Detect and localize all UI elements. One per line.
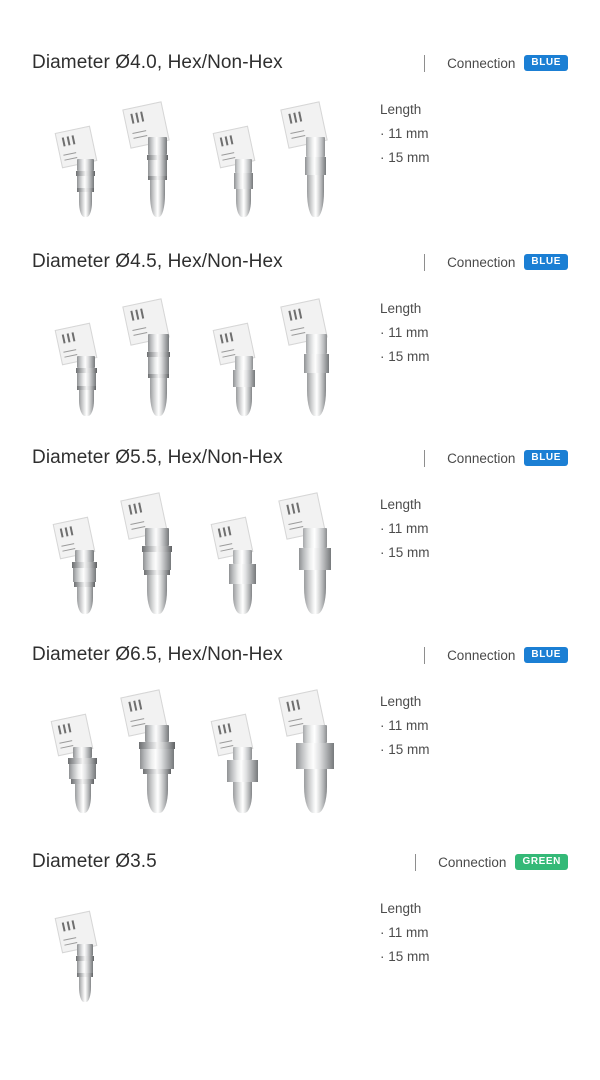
head-notch — [220, 137, 224, 146]
abutment-tip — [236, 189, 251, 217]
abutment-tip — [150, 378, 167, 416]
head-line — [62, 548, 75, 552]
head-notch — [72, 332, 76, 341]
implant-figure — [118, 105, 180, 217]
head-notch — [288, 114, 292, 124]
abutment-taper — [148, 160, 167, 176]
connection-label: Connection — [447, 647, 516, 663]
abutment-shaft — [303, 528, 327, 548]
head-line — [130, 718, 144, 722]
abutment-tip — [307, 175, 324, 217]
spec-title: Length — [380, 301, 422, 316]
implant-figure — [208, 520, 270, 614]
abutment-taper — [304, 354, 329, 373]
spec-title: Length — [380, 694, 422, 709]
head-line — [222, 157, 235, 161]
head-notch — [133, 701, 137, 711]
section-header — [32, 245, 568, 279]
head-line — [133, 332, 147, 336]
head-notch — [140, 309, 144, 319]
head-line — [130, 521, 144, 525]
head-notch — [291, 701, 295, 711]
implant-figure — [116, 496, 186, 614]
head-notch — [128, 702, 132, 712]
section-title: Diameter Ø4.0, Hex/Non-Hex — [32, 52, 283, 73]
head-line — [289, 723, 303, 727]
head-notch — [133, 504, 137, 514]
implant-figure — [272, 693, 348, 813]
spec-list — [372, 672, 568, 762]
implant-figure — [52, 129, 108, 217]
head-notch — [62, 334, 66, 343]
abutment-shaft — [233, 747, 252, 760]
implant-figure — [276, 302, 340, 416]
header-divider — [415, 854, 416, 871]
head-line — [132, 130, 146, 134]
implant-figure — [48, 717, 110, 813]
abutment-tip — [304, 570, 326, 614]
section-title: Diameter Ø5.5, Hex/Non-Hex — [32, 447, 283, 468]
head-line — [220, 745, 233, 749]
implant-figures — [32, 879, 372, 1024]
spec-title: Length — [380, 901, 422, 916]
abutment-tip — [147, 774, 168, 813]
head-line — [219, 543, 232, 547]
spec-item: · 11 mm — [380, 126, 429, 142]
abutment-shaft — [145, 725, 169, 742]
section-title: Diameter Ø3.5 — [32, 851, 157, 872]
implant-figure — [50, 520, 110, 614]
spec-list — [372, 879, 568, 969]
implant-figure — [274, 496, 344, 614]
head-notch — [130, 311, 134, 321]
abutment-shaft — [75, 550, 94, 562]
abutment-taper — [229, 564, 256, 584]
head-line — [221, 349, 234, 353]
abutment-tip — [233, 782, 252, 813]
spec-list — [372, 279, 568, 369]
head-line — [219, 740, 232, 744]
connection-badge: BLUE — [524, 55, 568, 71]
head-notch — [228, 526, 232, 535]
abutment-tip — [77, 587, 93, 614]
head-line — [64, 354, 77, 358]
abutment-taper — [305, 157, 326, 175]
head-notch — [293, 310, 297, 320]
head-notch — [228, 723, 232, 732]
abutment-taper — [73, 568, 96, 582]
abutment-tip — [236, 387, 252, 416]
head-line — [221, 152, 234, 156]
abutment-shaft — [77, 159, 94, 171]
connection-badge: BLUE — [524, 450, 568, 466]
head-notch — [286, 505, 290, 515]
connection-label: Connection — [447, 55, 516, 71]
abutment-taper — [77, 961, 93, 973]
abutment-shaft — [148, 137, 167, 155]
implant-figure — [52, 914, 108, 1002]
head-notch — [298, 112, 302, 122]
spec-list — [372, 475, 568, 565]
abutment-tip — [75, 784, 91, 813]
implant-figure — [114, 693, 190, 813]
head-notch — [293, 113, 297, 123]
abutment-taper — [77, 176, 94, 188]
header-divider — [424, 254, 425, 271]
implant-figure — [118, 302, 182, 416]
spec-item: · 15 mm — [380, 949, 430, 965]
spec-title: Length — [380, 497, 422, 512]
head-notch — [230, 332, 234, 341]
spec-item: · 15 mm — [380, 150, 430, 166]
head-notch — [62, 137, 66, 146]
head-notch — [218, 528, 222, 537]
head-notch — [223, 724, 227, 733]
head-notch — [68, 723, 72, 732]
abutment-shaft — [73, 747, 92, 758]
abutment-taper — [143, 552, 171, 570]
head-line — [63, 937, 76, 941]
head-line — [222, 354, 235, 358]
spec-title: Length — [380, 102, 422, 117]
head-notch — [63, 724, 67, 733]
header-divider — [424, 55, 425, 72]
implant-figure — [210, 326, 268, 416]
head-notch — [60, 528, 64, 537]
head-notch — [72, 920, 76, 929]
connection-label: Connection — [447, 254, 516, 270]
abutment-tip — [307, 373, 326, 416]
head-notch — [296, 503, 300, 513]
head-notch — [138, 700, 142, 710]
head-notch — [138, 503, 142, 513]
implant-figure — [210, 129, 266, 217]
implant-figure — [52, 326, 110, 416]
head-notch — [296, 700, 300, 710]
head-notch — [58, 725, 62, 734]
head-notch — [72, 135, 76, 144]
spec-item: · 11 mm — [380, 925, 429, 941]
head-line — [64, 157, 77, 161]
head-notch — [286, 702, 290, 712]
section-diameter-4-0 — [32, 46, 568, 231]
spec-item: · 15 mm — [380, 742, 430, 758]
head-notch — [223, 527, 227, 536]
head-line — [133, 135, 147, 139]
head-line — [291, 332, 305, 336]
implant-figures — [32, 80, 372, 225]
section-body — [32, 80, 568, 225]
head-line — [288, 718, 302, 722]
head-notch — [62, 922, 66, 931]
connection-badge: BLUE — [524, 254, 568, 270]
abutment-tip — [304, 769, 327, 813]
spec-item: · 15 mm — [380, 545, 430, 561]
implant-figure — [276, 105, 338, 217]
head-line — [131, 723, 145, 727]
spec-item: · 15 mm — [380, 349, 430, 365]
head-line — [63, 349, 76, 353]
head-line — [63, 152, 76, 156]
head-notch — [218, 725, 222, 734]
abutment-shaft — [77, 944, 93, 956]
head-line — [291, 135, 305, 139]
head-notch — [135, 310, 139, 320]
implant-figures — [32, 279, 372, 424]
implant-figure — [208, 717, 272, 813]
head-notch — [128, 505, 132, 515]
head-notch — [225, 136, 229, 145]
head-line — [132, 327, 146, 331]
section-title: Diameter Ø4.5, Hex/Non-Hex — [32, 251, 283, 272]
abutment-taper — [77, 373, 96, 386]
abutment-taper — [233, 370, 255, 387]
section-header — [32, 638, 568, 672]
abutment-ring — [139, 742, 175, 749]
abutment-shaft — [233, 550, 252, 564]
head-notch — [67, 333, 71, 342]
abutment-tip — [79, 192, 92, 217]
head-notch — [130, 114, 134, 124]
section-diameter-3-5 — [32, 845, 568, 1030]
section-body — [32, 879, 568, 1024]
abutment-shaft — [303, 725, 327, 743]
head-notch — [220, 334, 224, 343]
spec-item: · 11 mm — [380, 718, 429, 734]
section-header — [32, 845, 568, 879]
head-line — [59, 740, 72, 744]
head-notch — [225, 333, 229, 342]
connection-label: Connection — [438, 854, 507, 870]
head-notch — [67, 921, 71, 930]
abutment-taper — [299, 548, 331, 570]
section-diameter-6-5 — [32, 638, 568, 823]
head-notch — [288, 311, 292, 321]
connection-label: Connection — [447, 450, 516, 466]
abutment-tip — [79, 390, 94, 416]
abutment-taper — [227, 760, 258, 782]
abutment-shaft — [148, 334, 169, 352]
spec-list — [372, 80, 568, 170]
section-header — [32, 46, 568, 80]
head-line — [220, 548, 233, 552]
section-header — [32, 441, 568, 475]
head-line — [61, 543, 74, 547]
abutment-shaft — [235, 159, 252, 173]
abutment-taper — [69, 764, 96, 779]
abutment-tip — [233, 584, 252, 614]
head-notch — [65, 527, 69, 536]
head-notch — [140, 112, 144, 122]
head-notch — [70, 526, 74, 535]
header-divider — [424, 647, 425, 664]
head-line — [290, 327, 304, 331]
section-body — [32, 279, 568, 424]
abutment-shaft — [306, 334, 327, 354]
head-line — [131, 526, 145, 530]
abutment-taper — [140, 749, 174, 769]
section-diameter-5-5 — [32, 441, 568, 626]
abutment-taper — [234, 173, 253, 189]
section-body — [32, 475, 568, 620]
head-notch — [291, 504, 295, 514]
head-line — [288, 521, 302, 525]
implant-figures — [32, 672, 372, 817]
abutment-shaft — [306, 137, 325, 157]
abutment-shaft — [145, 528, 169, 546]
abutment-shaft — [77, 356, 95, 368]
section-body — [32, 672, 568, 817]
abutment-tip — [147, 575, 167, 614]
section-diameter-4-5 — [32, 245, 568, 430]
section-title: Diameter Ø6.5, Hex/Non-Hex — [32, 644, 283, 665]
spec-item: · 11 mm — [380, 521, 429, 537]
abutment-tip — [150, 180, 165, 217]
head-notch — [67, 136, 71, 145]
head-line — [290, 130, 304, 134]
connection-badge: GREEN — [515, 854, 568, 870]
abutment-taper — [148, 357, 169, 374]
header-divider — [424, 450, 425, 467]
head-notch — [135, 113, 139, 123]
spec-item: · 11 mm — [380, 325, 429, 341]
implant-figures — [32, 475, 372, 620]
abutment-shaft — [235, 356, 253, 370]
head-line — [60, 745, 73, 749]
connection-badge: BLUE — [524, 647, 568, 663]
head-notch — [230, 135, 234, 144]
head-notch — [298, 309, 302, 319]
abutment-tip — [79, 977, 91, 1002]
head-line — [289, 526, 303, 530]
abutment-taper — [296, 743, 334, 769]
head-line — [64, 942, 77, 946]
